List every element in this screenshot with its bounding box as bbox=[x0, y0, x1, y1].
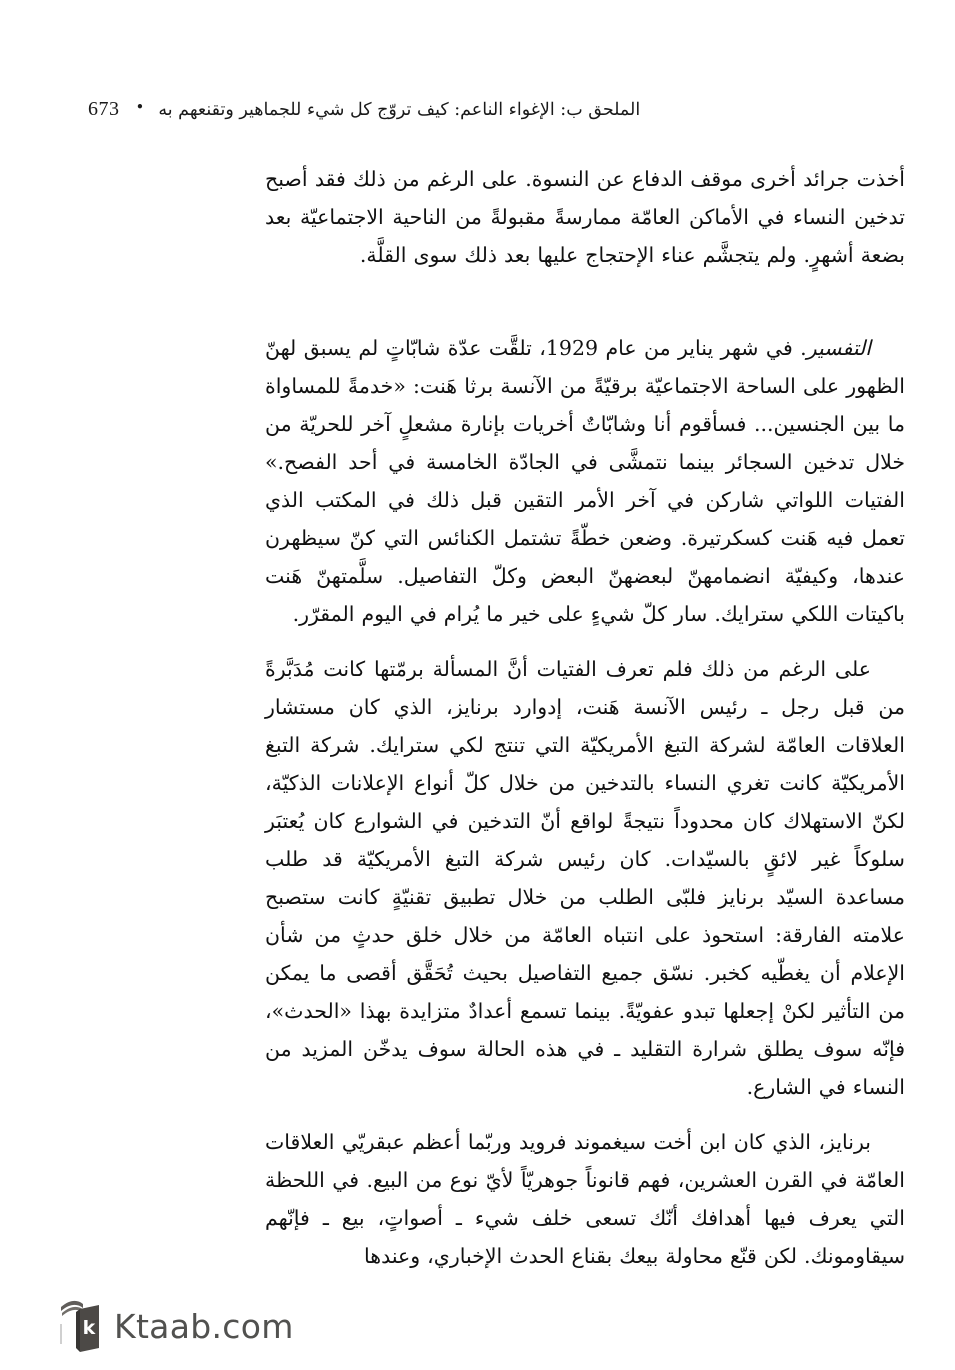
running-header bbox=[88, 98, 905, 130]
svg-text:k: k bbox=[82, 1317, 96, 1339]
paragraph-4: برنايز، الذي كان ابن أخت سيغموند فرويد وربّما أعظم عبقريّي العلاقات العامّة في القرن العشرين، فهم قانوناً جوهريّاً لأيّ نوع من البيع. في اللحظة التي يعرف فيها أهدافك أنّك تسعى خلف شيء ـ أصواتٍ، بيع ـ فإنّهم سيقاومونك. لكن قنّع محاولة بيعك بقناع الحدث الإخباري، وعندها bbox=[265, 1130, 905, 1268]
paragraph-3: على الرغم من ذلك فلم تعرف الفتيات أنَّ المسألة برمّتها كانت مُدَبَّرةً من قبل رجل ـ رئيس الآنسة هَنت، إدوارد برنايز، الذي كان مستشار العلاقات العامّة لشركة التبغ الأمريكيّة التي تنتج لكي سترايك. شركة التبغ الأمريكيّة كانت تغري النساء بالتدخين من خلال كلّ أنواع الإعلانات الذكيّة، لكنّ الاستهلاك كان محدوداً نتيجةً لواقع أنّ التدخين في الشوارع كان يُعتبَر سلوكاً غير لائقٍ بالسيّدات. كان رئيس شركة التبغ الأمريكيّة قد طلب مساعدة السيّد برنايز فلبّى الطلب من خلال تطبيق تقنيّةٍ كانت ستصبح علامته الفارقة: استحوذ على انتباه العامّة من خلال خلق حدثٍ من شأن الإعلام أن يغطّيه كخبر. نسّق جميع التفاصيل بحيث تُحَقَّق أقصى ما يمكن من التأثير لكنْ إجعلها تبدو عفويّةً. بينما تسمع أعدادٌ متزايدة بهذا «الحدث»، فإنّه سوف يطلق شرارة التقليد ـ في هذه الحالة سوف يدخّن المزيد من النساء في الشارع. bbox=[265, 657, 905, 1099]
paragraph-1: أخذت جرائد أخرى موقف الدفاع عن النسوة. على الرغم من ذلك فقد أصبح تدخين النساء في الأماكن العامّة ممارسةً مقبولةً من الناحية الاجتماعيّة بعد بضعة أشهرٍ. ولم يتجشَّم عناء الإحتجاج عليها بعد ذلك سوى القلَّة. bbox=[265, 167, 905, 267]
paragraph-2-term: التفسير bbox=[806, 336, 871, 360]
page-number: 673 bbox=[88, 98, 120, 120]
book-logo-icon bbox=[58, 1298, 104, 1354]
text-column bbox=[265, 160, 905, 1275]
watermark bbox=[58, 1298, 294, 1354]
header-chapter-title: الملحق ب: الإغواء الناعم: كيف تروّج كل شيء للجماهير وتقنعهم به bbox=[158, 100, 641, 120]
paragraph-2 bbox=[265, 329, 905, 633]
watermark-label: Ktaab.com bbox=[114, 1306, 294, 1346]
paragraph-2-rest: . في شهر يناير من عام 1929، تلقَّت عدّة شابّاتٍ لم يسبق لهنّ الظهور على الساحة الاجتماعيّة برقيّةً من الآنسة برثا هَنت: «خدمةً للمساواة ما بين الجنسين... فسأقوم أنا وشابّاتٌ أخريات بإنارة مشعلٍ آخر للحريّة من خلال تدخين السجائر بينما نتمشَّى في الجادّة الخامسة في أحد الفصح.» الفتيات اللواتي شاركن في آخر الأمر التقين قبل ذلك في المكتب الذي تعمل فيه هَنت كسكرتيرة. وضعن خطّةً تشتمل الكنائس التي كنّ سيظهرن عندها، وكيفيّة انضمامهنّ لبعضهنّ البعض وكلّ التفاصيل. سلَّمتهنّ هَنت باكيتات اللكي سترايك. سار كلّ شيءٍ على خير ما يُرام في اليوم المقرّر. bbox=[265, 336, 905, 626]
header-bullet-separator: • bbox=[135, 98, 145, 116]
